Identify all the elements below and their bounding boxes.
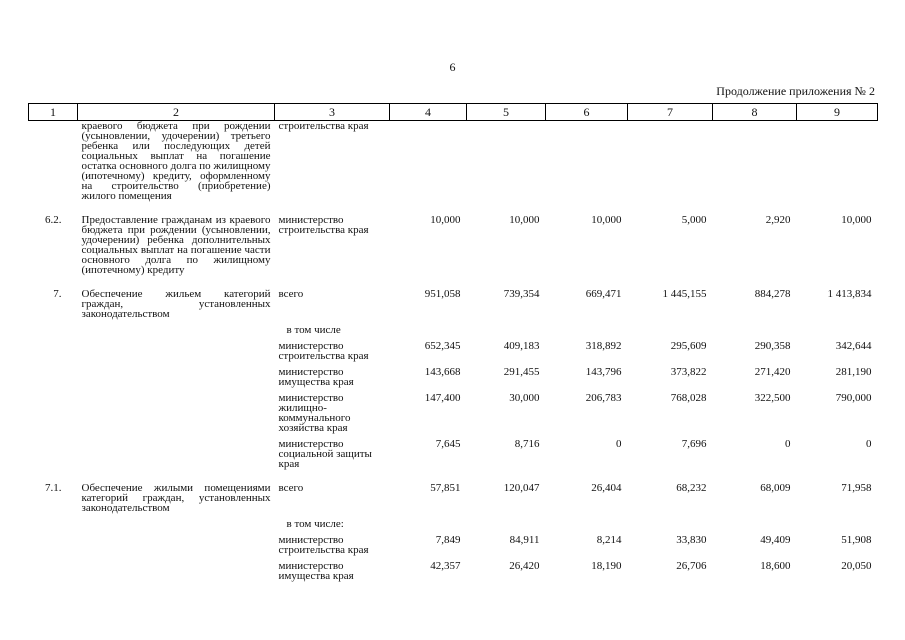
item-number-cell (29, 341, 78, 367)
value-cell: 68,009 (760, 482, 791, 494)
value-cell (467, 121, 546, 208)
value-cell: 1 445,155 (662, 288, 707, 300)
item-number-cell (29, 535, 78, 561)
value-cell (390, 325, 467, 341)
executor-cell: строительства края (278, 120, 369, 132)
executor-cell: министерство строительства края (278, 340, 369, 362)
value-cell (713, 519, 797, 535)
value-cell (628, 325, 713, 341)
table-row (29, 289, 878, 325)
column-number: 6 (546, 104, 628, 121)
value-cell (467, 325, 546, 341)
value-cell: 7,696 (681, 438, 707, 450)
value-cell: 26,404 (591, 482, 622, 494)
table-row (29, 561, 878, 587)
value-cell: 291,455 (503, 366, 540, 378)
value-cell: 206,783 (585, 392, 622, 404)
value-cell: 51,908 (841, 534, 872, 546)
value-cell: 30,000 (509, 392, 540, 404)
column-number: 2 (78, 104, 275, 121)
executor-cell: министерство строительства края (278, 214, 369, 236)
table-row (29, 439, 878, 475)
value-cell: 322,500 (754, 392, 791, 404)
measure-description-cell (78, 341, 275, 367)
value-cell: 373,822 (670, 366, 707, 378)
measure-description-cell (78, 519, 275, 535)
value-cell: 42,357 (430, 560, 461, 572)
value-cell: 271,420 (754, 366, 791, 378)
value-cell: 7,645 (435, 438, 461, 450)
value-cell (546, 121, 628, 208)
table-row (29, 367, 878, 393)
measure-description-cell (78, 439, 275, 475)
value-cell (390, 121, 467, 208)
value-cell: 342,644 (835, 340, 872, 352)
table-row (29, 341, 878, 367)
value-cell: 18,190 (591, 560, 622, 572)
value-cell: 7,849 (435, 534, 461, 546)
column-number: 4 (390, 104, 467, 121)
value-cell: 120,047 (503, 482, 540, 494)
value-cell: 84,911 (509, 534, 540, 546)
table-row (29, 215, 878, 281)
item-number-cell (29, 393, 78, 439)
executor-cell: всего (278, 482, 304, 494)
item-number-cell (29, 561, 78, 587)
value-cell (546, 519, 628, 535)
value-cell (467, 519, 546, 535)
measure-description-cell: Предоставление гражданам из краевого бюджета при рождении (усыновлении, удочерении) ребенка дополнительных социальных выплат на погашение части основного долга по жилищному (ипотечному) кредиту (81, 214, 271, 276)
item-number-cell: 6.2. (45, 214, 62, 226)
value-cell: 26,706 (676, 560, 707, 572)
column-number: 5 (467, 104, 546, 121)
value-cell (390, 519, 467, 535)
value-cell: 143,796 (585, 366, 622, 378)
value-cell: 143,668 (424, 366, 461, 378)
value-cell: 768,028 (670, 392, 707, 404)
page-number: 6 (449, 60, 456, 74)
value-cell (797, 519, 878, 535)
value-cell: 295,609 (670, 340, 707, 352)
value-cell: 71,958 (841, 482, 872, 494)
measure-description-cell (78, 367, 275, 393)
value-cell: 10,000 (509, 214, 540, 226)
value-cell: 10,000 (591, 214, 622, 226)
value-cell (797, 121, 878, 208)
value-cell: 669,471 (585, 288, 622, 300)
table-row (29, 325, 878, 341)
column-number: 9 (797, 104, 878, 121)
value-cell: 2,920 (765, 214, 791, 226)
item-number-cell (29, 519, 78, 535)
executor-cell: министерство строительства края (278, 534, 369, 556)
measure-description-cell (78, 325, 275, 341)
item-number-cell: 7. (53, 288, 62, 300)
table-row (29, 519, 878, 535)
value-cell (628, 121, 713, 208)
value-cell: 281,190 (835, 366, 872, 378)
value-cell: 951,058 (424, 288, 461, 300)
value-cell: 318,892 (585, 340, 622, 352)
value-cell: 884,278 (754, 288, 791, 300)
executor-cell: министерство имущества края (278, 560, 354, 582)
value-cell: 0 (785, 438, 791, 450)
value-cell: 1 413,834 (827, 288, 872, 300)
value-cell (628, 519, 713, 535)
value-cell (713, 121, 797, 208)
value-cell: 10,000 (841, 214, 872, 226)
executor-cell: министерство жилищно-коммунального хозяйства края (278, 392, 351, 434)
appendix-continuation: Продолжение приложения № 2 (716, 84, 875, 98)
value-cell: 739,354 (503, 288, 540, 300)
executor-cell: министерство имущества края (278, 366, 354, 388)
column-number-row (29, 104, 878, 121)
executor-cell: всего (278, 288, 304, 300)
column-number: 7 (628, 104, 713, 121)
column-number: 1 (29, 104, 78, 121)
value-cell: 68,232 (676, 482, 707, 494)
measure-description-cell (78, 561, 275, 587)
value-cell: 147,400 (424, 392, 461, 404)
value-cell: 57,851 (430, 482, 461, 494)
item-number-cell (29, 121, 78, 208)
value-cell: 49,409 (760, 534, 791, 546)
value-cell: 33,830 (676, 534, 707, 546)
measure-description-cell (78, 535, 275, 561)
measure-description-cell: Обеспечение жилыми помещениями категорий граждан, установленных законодательством (81, 482, 271, 514)
value-cell: 26,420 (509, 560, 540, 572)
item-number-cell (29, 439, 78, 475)
value-cell: 20,050 (841, 560, 872, 572)
value-cell: 790,000 (835, 392, 872, 404)
table-row (29, 121, 878, 208)
executor-cell: в том числе: (286, 518, 344, 530)
value-cell: 8,214 (596, 534, 622, 546)
table-row (29, 535, 878, 561)
measure-description-cell (78, 393, 275, 439)
table-body (29, 121, 878, 588)
column-number: 8 (713, 104, 797, 121)
item-number-cell (29, 367, 78, 393)
program-table (28, 103, 878, 587)
value-cell: 5,000 (681, 214, 707, 226)
value-cell (797, 325, 878, 341)
table-row (29, 483, 878, 519)
value-cell: 18,600 (760, 560, 791, 572)
value-cell: 409,183 (503, 340, 540, 352)
executor-cell: министерство социальной защиты края (278, 438, 372, 470)
value-cell: 652,345 (424, 340, 461, 352)
table-row (29, 393, 878, 439)
value-cell (713, 325, 797, 341)
value-cell: 8,716 (514, 438, 540, 450)
measure-description-cell: Обеспечение жильем категорий граждан, установленных законодательством (81, 288, 271, 320)
column-number: 3 (275, 104, 390, 121)
value-cell: 290,358 (754, 340, 791, 352)
value-cell: 0 (616, 438, 622, 450)
value-cell (546, 325, 628, 341)
item-number-cell: 7.1. (45, 482, 62, 494)
value-cell: 0 (866, 438, 872, 450)
value-cell: 10,000 (430, 214, 461, 226)
item-number-cell (29, 325, 78, 341)
executor-cell: в том числе (286, 324, 341, 336)
measure-description-cell: краевого бюджета при рождении (усыновлении, удочерении) третьего ребенка или последующих детей социальных выплат на погашение остатка основного долга по жилищному (ипотечному) кредиту, оформленному на строительство (приобретение) жилого помещения (81, 120, 271, 202)
